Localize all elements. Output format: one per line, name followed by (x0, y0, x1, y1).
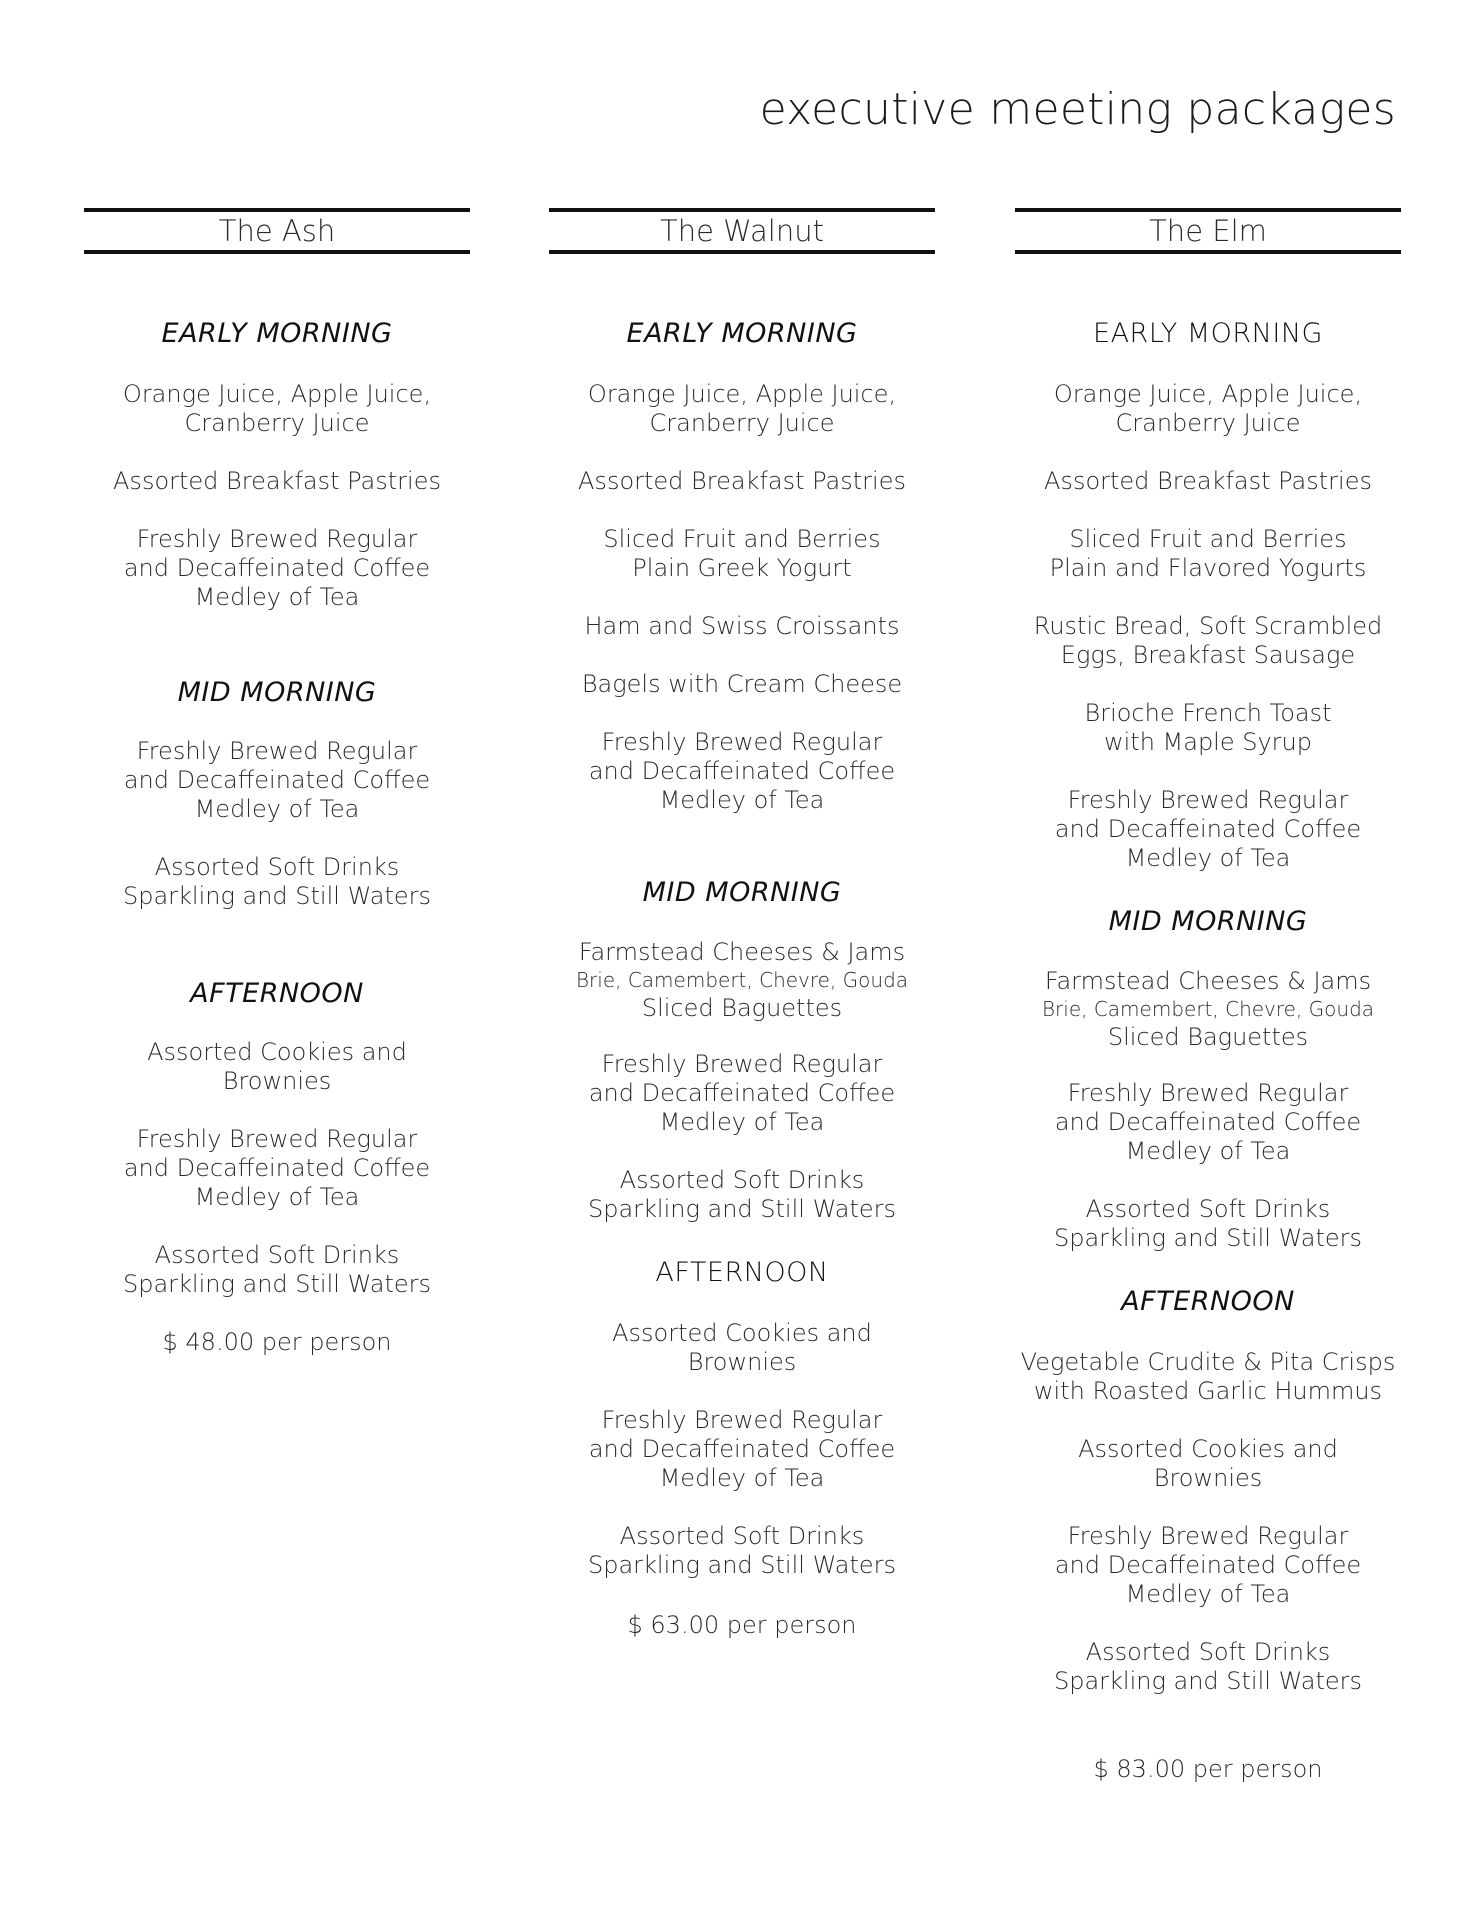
menu-item: Assorted Soft Drinks Sparkling and Still Waters (587, 1166, 897, 1223)
section-heading-mid-morning: MID MORNING (642, 877, 842, 908)
menu-item: Orange Juice, Apple Juice, Cranberry Juice (587, 380, 897, 437)
menu-item: Assorted Soft Drinks Sparkling and Still Waters (122, 1241, 432, 1298)
menu-item: Assorted Soft Drinks Sparkling and Still Waters (1053, 1638, 1363, 1695)
package-column-walnut (549, 208, 935, 1639)
package-name: The Elm (1015, 208, 1401, 254)
package-name: The Ash (84, 208, 470, 254)
menu-item: Freshly Brewed Regular and Decaffeinated Coffee Medley of Tea (588, 728, 896, 814)
section-heading-early-morning: EARLY MORNING (626, 318, 858, 349)
section-heading-afternoon: AFTERNOON (1121, 1286, 1295, 1317)
menu-item: Assorted Breakfast Pastries (578, 467, 906, 495)
menu-item: Freshly Brewed Regular and Decaffeinated Coffee Medley of Tea (588, 1050, 896, 1136)
menu-item-cheese: Farmstead Cheeses & Jams Brie, Camembert, Chevre, Gouda Sliced Baguettes (1041, 967, 1375, 1051)
page-title: executive meeting packages (759, 84, 1396, 135)
menu-item: Assorted Cookies and Brownies (612, 1319, 872, 1376)
section-heading-mid-morning: MID MORNING (1108, 906, 1308, 937)
menu-item: Brioche French Toast with Maple Syrup (1084, 699, 1332, 756)
menu-item: Sliced Fruit and Berries Plain and Flavored Yogurts (1049, 525, 1367, 582)
menu-item: Assorted Soft Drinks Sparkling and Still Waters (122, 853, 432, 910)
menu-item: Assorted Breakfast Pastries (113, 467, 441, 495)
menu-item: Freshly Brewed Regular and Decaffeinated Coffee Medley of Tea (1054, 1079, 1362, 1165)
menu-item: Assorted Soft Drinks Sparkling and Still Waters (587, 1522, 897, 1579)
menu-item: Orange Juice, Apple Juice, Cranberry Juice (1053, 380, 1363, 437)
package-price: $ 83.00 per person (1093, 1755, 1323, 1783)
menu-item: Bagels with Cream Cheese (581, 670, 903, 698)
menu-item: Ham and Swiss Croissants (584, 612, 900, 640)
menu-item: Freshly Brewed Regular and Decaffeinated Coffee Medley of Tea (123, 737, 431, 823)
menu-item: Freshly Brewed Regular and Decaffeinated Coffee Medley of Tea (1054, 1522, 1362, 1608)
menu-item: Freshly Brewed Regular and Decaffeinated Coffee Medley of Tea (588, 1406, 896, 1492)
section-heading-early-morning: EARLY MORNING (161, 318, 393, 349)
menu-item: Sliced Fruit and Berries Plain Greek Yogurt (603, 525, 881, 582)
menu-item: Freshly Brewed Regular and Decaffeinated Coffee Medley of Tea (123, 525, 431, 611)
section-heading-afternoon: AFTERNOON (655, 1257, 829, 1288)
menu-item-cheese: Farmstead Cheeses & Jams Brie, Camembert, Chevre, Gouda Sliced Baguettes (575, 938, 909, 1022)
section-heading-early-morning: EARLY MORNING (1093, 318, 1323, 349)
package-column-ash (84, 208, 470, 1356)
package-price: $ 63.00 per person (627, 1611, 857, 1639)
package-column-elm (1015, 208, 1401, 1783)
section-heading-mid-morning: MID MORNING (177, 677, 377, 708)
menu-item: Vegetable Crudite & Pita Crisps with Roasted Garlic Hummus (1020, 1348, 1396, 1405)
menu-item: Assorted Cookies and Brownies (1078, 1435, 1338, 1492)
menu-item: Assorted Soft Drinks Sparkling and Still Waters (1053, 1195, 1363, 1252)
package-price: $ 48.00 per person (162, 1328, 392, 1356)
menu-item: Freshly Brewed Regular and Decaffeinated Coffee Medley of Tea (1054, 786, 1362, 872)
menu-item: Rustic Bread, Soft Scrambled Eggs, Breakfast Sausage (1033, 612, 1383, 669)
menu-item: Freshly Brewed Regular and Decaffeinated Coffee Medley of Tea (123, 1125, 431, 1211)
menu-item: Assorted Breakfast Pastries (1044, 467, 1372, 495)
package-name: The Walnut (549, 208, 935, 254)
menu-item: Assorted Cookies and Brownies (147, 1038, 407, 1095)
menu-item: Orange Juice, Apple Juice, Cranberry Juice (122, 380, 432, 437)
section-heading-afternoon: AFTERNOON (190, 978, 364, 1009)
